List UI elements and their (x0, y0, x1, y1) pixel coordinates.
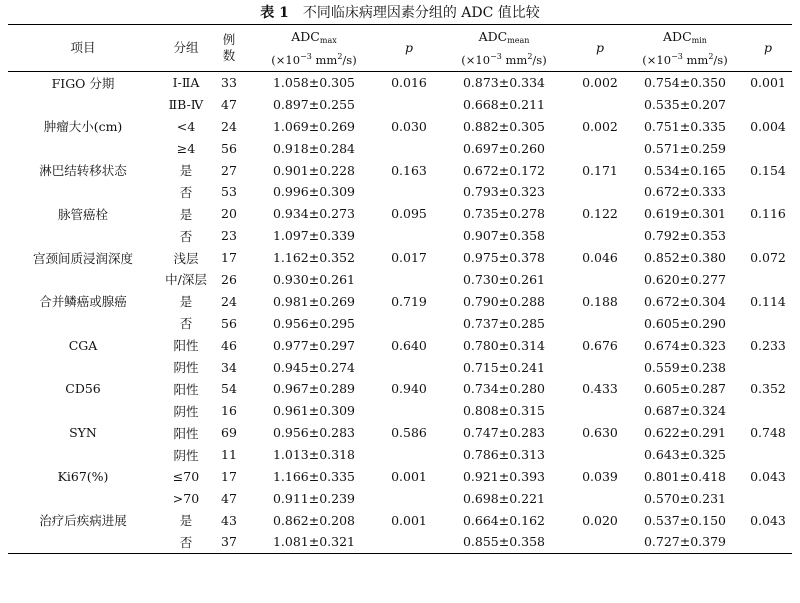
table-row (8, 466, 792, 488)
cell-adc-max: 0.901±0.228 (272, 162, 356, 178)
cell-adc-min: 0.687±0.324 (643, 403, 727, 419)
cell-adc-min: 0.852±0.380 (643, 250, 727, 266)
cell-p-mean (574, 93, 626, 115)
cell-p-min (744, 137, 792, 159)
cell-p-max: 0.163 (391, 162, 427, 178)
cell-adc-max: 0.897±0.255 (272, 96, 356, 112)
cell-cases: 11 (221, 447, 237, 463)
cell-group: 阴性 (173, 447, 199, 463)
cell-p-min (744, 531, 792, 553)
cell-cases: 17 (221, 250, 237, 266)
cell-adc-max: 0.911±0.239 (272, 490, 356, 506)
cell-adc-max: 0.862±0.208 (272, 512, 356, 528)
cell-p-max (384, 137, 434, 159)
cell-group: 否 (179, 184, 193, 200)
cell-p-mean (574, 487, 626, 509)
cell-group: Ⅰ-ⅡA (172, 75, 200, 91)
cell-cases: 26 (221, 271, 237, 287)
cell-p-mean: 0.676 (582, 337, 618, 353)
cell-p-mean: 0.020 (582, 512, 618, 528)
cell-adc-max: 0.996±0.309 (272, 184, 356, 200)
cell-adc-max: 1.166±0.335 (272, 468, 356, 484)
cell-p-max: 0.640 (391, 337, 427, 353)
cell-p-mean (574, 225, 626, 247)
cell-cases: 17 (221, 468, 237, 484)
cell-item (8, 444, 158, 466)
cell-p-max: 0.586 (391, 425, 427, 441)
cell-p-max: 0.016 (391, 75, 427, 91)
table-row (8, 444, 792, 466)
cell-item: 肿瘤大小(cm) (43, 119, 123, 135)
table-row (8, 422, 792, 444)
cell-p-max (384, 269, 434, 291)
cases-header-line2: 数 (222, 48, 236, 63)
adc-min-title: $ADC_{min}$ (663, 28, 707, 45)
adc-mean-unit: ($\times 10^{-3}$ $mm^2/s$) (461, 51, 547, 67)
cell-p-min: 0.072 (750, 250, 786, 266)
cell-p-mean: 0.046 (582, 250, 618, 266)
cell-adc-mean: 0.790±0.288 (462, 293, 546, 309)
cell-adc-max: 0.956±0.295 (272, 315, 356, 331)
col-header-p3: p (763, 40, 772, 55)
cell-p-min: 0.001 (750, 75, 786, 91)
table-row (8, 203, 792, 225)
cell-adc-max: 0.930±0.261 (272, 271, 356, 287)
cell-adc-max: 0.977±0.297 (272, 337, 356, 353)
cell-p-mean (574, 269, 626, 291)
cell-adc-min: 0.727±0.379 (643, 534, 727, 550)
cell-group: 否 (179, 534, 193, 550)
cell-p-max (384, 181, 434, 203)
cell-p-max: 0.030 (391, 118, 427, 134)
cell-item (8, 487, 158, 509)
cell-p-mean (574, 400, 626, 422)
table-row (8, 378, 792, 400)
adc-min-unit: ($\times 10^{-3}$ $mm^2/s$) (642, 51, 728, 67)
cell-adc-min: 0.619±0.301 (643, 206, 727, 222)
cell-group: 阳性 (173, 381, 199, 397)
col-header-adc-max (244, 25, 384, 72)
cell-adc-mean: 0.664±0.162 (462, 512, 546, 528)
cell-group: ⅡB-Ⅳ (168, 96, 204, 112)
cell-adc-max: 1.081±0.321 (272, 534, 356, 550)
cell-adc-mean: 0.735±0.278 (462, 206, 546, 222)
cell-p-mean (574, 356, 626, 378)
cell-p-max (384, 400, 434, 422)
cell-item (8, 225, 158, 247)
col-header-p1: p (404, 40, 413, 55)
cell-adc-min: 0.801±0.418 (643, 468, 727, 484)
cell-p-mean: 0.122 (582, 206, 618, 222)
table-row (8, 225, 792, 247)
cell-p-max: 0.940 (391, 381, 427, 397)
cell-cases: 23 (221, 228, 237, 244)
table-row (8, 159, 792, 181)
col-header-p2: p (595, 40, 604, 55)
cell-p-mean (574, 531, 626, 553)
cell-group: ≥4 (176, 140, 196, 156)
table-title: 不同临床病理因素分组的 ADC 值比较 (302, 5, 540, 21)
cell-item (8, 400, 158, 422)
table-row (8, 72, 792, 94)
cell-adc-max: 0.934±0.273 (272, 206, 356, 222)
cell-adc-mean: 0.715±0.241 (462, 359, 546, 375)
cell-item (8, 269, 158, 291)
cell-adc-mean: 0.730±0.261 (462, 271, 546, 287)
col-header-group: 分组 (173, 40, 199, 55)
cell-p-min (744, 225, 792, 247)
cell-adc-mean: 0.737±0.285 (462, 315, 546, 331)
cell-item (8, 312, 158, 334)
cell-p-mean: 0.039 (582, 468, 618, 484)
adc-max-title: $ADC_{max}$ (291, 28, 337, 45)
cell-cases: 47 (221, 96, 237, 112)
cases-header-line1: 例 (222, 32, 236, 47)
cell-adc-mean: 0.734±0.280 (462, 381, 546, 397)
cell-item: CD56 (65, 381, 101, 397)
cell-adc-max: 1.069±0.269 (272, 118, 356, 134)
cell-adc-min: 0.534±0.165 (643, 162, 727, 178)
cell-adc-mean: 0.697±0.260 (462, 140, 546, 156)
cell-item: CGA (68, 337, 98, 353)
cell-adc-min: 0.751±0.335 (643, 118, 727, 134)
cell-cases: 37 (221, 534, 237, 550)
table-row (8, 247, 792, 269)
cell-group: >70 (172, 490, 200, 506)
cell-adc-mean: 0.672±0.172 (462, 162, 546, 178)
cell-adc-max: 0.945±0.274 (272, 359, 356, 375)
cell-item (8, 137, 158, 159)
cell-cases: 53 (221, 184, 237, 200)
cell-cases: 16 (221, 403, 237, 419)
table-row (8, 487, 792, 509)
cell-group: <4 (176, 118, 196, 134)
table-row (8, 290, 792, 312)
cell-adc-mean: 0.747±0.283 (462, 425, 546, 441)
cell-group: 否 (179, 228, 193, 244)
cell-p-min: 0.748 (750, 425, 786, 441)
cell-p-mean (574, 137, 626, 159)
cell-item: 宫颈间质浸润深度 (32, 250, 133, 266)
cell-group: 中/深层 (165, 272, 207, 288)
cell-adc-mean: 0.780±0.314 (462, 337, 546, 353)
cell-adc-max: 0.918±0.284 (272, 140, 356, 156)
cell-p-mean (574, 444, 626, 466)
cell-p-min (744, 269, 792, 291)
cell-item: 淋巴结转移状态 (39, 163, 127, 178)
cell-adc-mean: 0.668±0.211 (462, 96, 546, 112)
table-body (8, 72, 792, 554)
cell-group: 阴性 (173, 403, 199, 419)
cell-p-max: 0.017 (391, 250, 427, 266)
cell-adc-min: 0.571±0.259 (643, 140, 727, 156)
cell-p-min: 0.004 (750, 118, 786, 134)
cell-p-mean (574, 181, 626, 203)
cell-adc-max: 1.058±0.305 (272, 75, 356, 91)
table-row (8, 509, 792, 531)
cell-p-mean: 0.002 (582, 75, 618, 91)
cell-adc-max: 0.961±0.309 (272, 403, 356, 419)
cell-p-min (744, 181, 792, 203)
cell-p-min: 0.114 (750, 293, 786, 309)
cell-cases: 54 (221, 381, 237, 397)
cell-group: 阴性 (173, 360, 199, 376)
cell-group: 是 (179, 294, 193, 310)
cell-p-max: 0.095 (391, 206, 427, 222)
table-row (8, 115, 792, 137)
cell-adc-mean: 0.921±0.393 (462, 468, 546, 484)
cell-p-min (744, 93, 792, 115)
cell-adc-mean: 0.873±0.334 (462, 75, 546, 91)
cell-group: ≤70 (172, 468, 200, 484)
cell-adc-mean: 0.786±0.313 (462, 447, 546, 463)
cell-group: 是 (179, 513, 193, 529)
cell-item: FIGO 分期 (51, 75, 115, 91)
table-row (8, 356, 792, 378)
cell-adc-min: 0.570±0.231 (643, 490, 727, 506)
cell-p-mean: 0.171 (582, 162, 618, 178)
col-header-adc-mean (434, 25, 574, 72)
cell-cases: 24 (221, 293, 237, 309)
cell-p-max (384, 225, 434, 247)
cell-adc-min: 0.754±0.350 (643, 75, 727, 91)
cell-adc-max: 0.981±0.269 (272, 293, 356, 309)
cell-cases: 46 (221, 337, 237, 353)
header-row (8, 25, 792, 72)
col-header-cases (214, 25, 244, 72)
cell-adc-mean: 0.793±0.323 (462, 184, 546, 200)
table-row (8, 137, 792, 159)
table-row (8, 181, 792, 203)
adc-mean-title: $ADC_{mean}$ (478, 28, 530, 45)
cell-p-min: 0.116 (750, 206, 786, 222)
table-row (8, 312, 792, 334)
cell-p-min (744, 444, 792, 466)
cell-adc-min: 0.792±0.353 (643, 228, 727, 244)
cell-adc-mean: 0.907±0.358 (462, 228, 546, 244)
cell-p-min: 0.352 (750, 381, 786, 397)
cell-p-min: 0.043 (750, 512, 786, 528)
cell-item: 脉管癌栓 (57, 206, 108, 222)
table-row (8, 400, 792, 422)
cell-cases: 34 (221, 359, 237, 375)
cell-p-min: 0.043 (750, 468, 786, 484)
cell-group: 阳性 (173, 338, 199, 354)
cell-group: 阳性 (173, 425, 199, 441)
col-header-item: 项目 (70, 40, 96, 55)
cell-p-max: 0.001 (391, 468, 427, 484)
cell-p-min: 0.154 (750, 162, 786, 178)
cell-group: 否 (179, 316, 193, 332)
cell-group: 是 (179, 163, 193, 178)
cell-adc-min: 0.643±0.325 (643, 447, 727, 463)
cell-p-max: 0.001 (391, 512, 427, 528)
cell-adc-mean: 0.855±0.358 (462, 534, 546, 550)
cell-adc-min: 0.620±0.277 (643, 271, 727, 287)
cell-p-max (384, 531, 434, 553)
cell-cases: 47 (221, 490, 237, 506)
adc-max-unit: ($\times 10^{-3}$ $mm^2/s$) (271, 51, 357, 67)
cell-adc-max: 1.013±0.318 (272, 447, 356, 463)
table-row (8, 269, 792, 291)
cell-adc-max: 0.967±0.289 (272, 381, 356, 397)
cell-adc-min: 0.622±0.291 (643, 425, 727, 441)
cell-item (8, 356, 158, 378)
adc-comparison-table (8, 24, 792, 554)
cell-adc-mean: 0.975±0.378 (462, 250, 546, 266)
cell-p-min (744, 312, 792, 334)
cell-group: 浅层 (173, 250, 199, 266)
cell-item: Ki67(%) (57, 468, 109, 484)
cell-adc-min: 0.672±0.333 (643, 184, 727, 200)
cell-adc-min: 0.605±0.287 (643, 381, 727, 397)
cell-adc-mean: 0.882±0.305 (462, 118, 546, 134)
cell-p-max (384, 312, 434, 334)
cell-p-mean: 0.002 (582, 118, 618, 134)
cell-p-max (384, 487, 434, 509)
cell-p-mean: 0.433 (582, 381, 618, 397)
cell-adc-min: 0.674±0.323 (643, 337, 727, 353)
cell-cases: 33 (221, 75, 237, 91)
cell-adc-max: 1.097±0.339 (272, 228, 356, 244)
table-row (8, 334, 792, 356)
cell-cases: 20 (221, 206, 237, 222)
cell-p-min: 0.233 (750, 337, 786, 353)
table-row (8, 93, 792, 115)
cell-adc-min: 0.537±0.150 (643, 512, 727, 528)
cell-p-mean (574, 312, 626, 334)
cell-adc-min: 0.605±0.290 (643, 315, 727, 331)
cell-cases: 27 (221, 162, 237, 178)
col-header-adc-min (626, 25, 744, 72)
table-label: 表 1 (260, 5, 289, 21)
cell-adc-min: 0.672±0.304 (643, 293, 727, 309)
cell-p-max (384, 356, 434, 378)
cell-cases: 24 (221, 118, 237, 134)
cell-cases: 43 (221, 512, 237, 528)
cell-item: 合并鳞癌或腺癌 (39, 294, 127, 310)
cell-adc-max: 1.162±0.352 (272, 250, 356, 266)
cell-item (8, 531, 158, 553)
cell-p-mean: 0.630 (582, 425, 618, 441)
cell-adc-min: 0.559±0.238 (643, 359, 727, 375)
cell-p-max (384, 93, 434, 115)
cell-p-min (744, 487, 792, 509)
cell-cases: 56 (221, 140, 237, 156)
cell-item: SYN (69, 425, 97, 441)
table-row (8, 531, 792, 553)
table-caption (0, 3, 800, 23)
cell-adc-mean: 0.698±0.221 (462, 490, 546, 506)
cell-adc-mean: 0.808±0.315 (462, 403, 546, 419)
cell-cases: 56 (221, 315, 237, 331)
cell-group: 是 (179, 206, 193, 222)
cell-adc-min: 0.535±0.207 (643, 96, 727, 112)
cell-item (8, 93, 158, 115)
cell-p-min (744, 356, 792, 378)
cell-item (8, 181, 158, 203)
cell-p-max (384, 444, 434, 466)
cell-adc-max: 0.956±0.283 (272, 425, 356, 441)
cell-p-max: 0.719 (391, 293, 427, 309)
cell-p-mean: 0.188 (582, 293, 618, 309)
cell-p-min (744, 400, 792, 422)
cell-item: 治疗后疾病进展 (39, 513, 127, 529)
cell-cases: 69 (221, 425, 237, 441)
